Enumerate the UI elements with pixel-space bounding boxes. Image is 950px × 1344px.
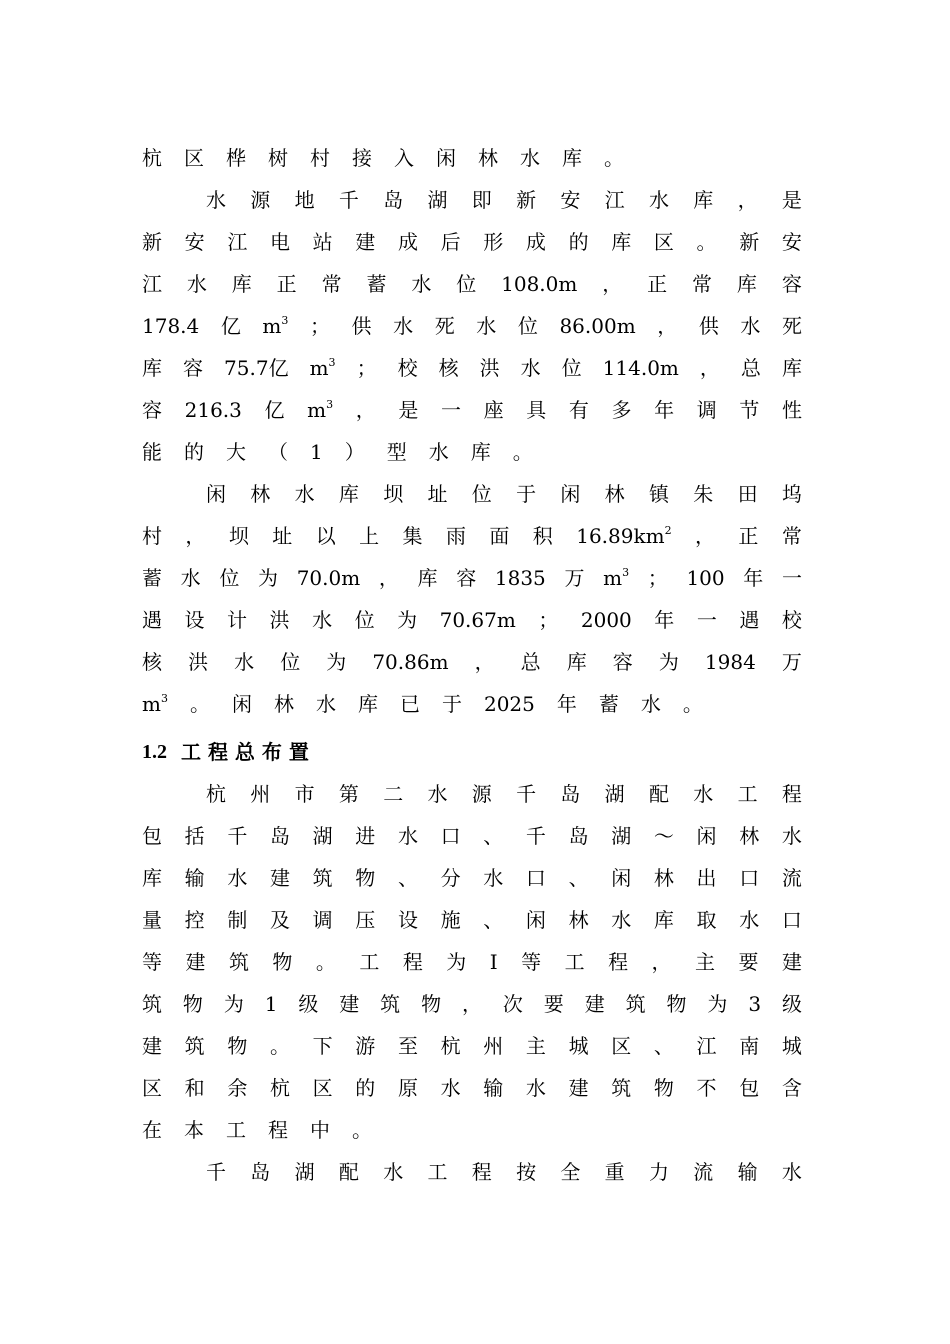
section-title: 工 程 总 布 置 <box>181 740 309 764</box>
text-line: 江 水 库 正 常 蓄 水 位 108.0m ， 正 常 库 容 <box>142 272 802 296</box>
text-line: 量 控 制 及 调 压 设 施 、 闲 林 水 库 取 水 口 <box>142 908 802 932</box>
paragraph-first-line: 千 岛 湖 配 水 工 程 按 全 重 力 流 输 水 <box>206 1160 802 1184</box>
text-line: $m^3$ 。 闲 林 水 库 已 于 2025 年 蓄 水 。 <box>142 692 703 716</box>
text-line: 筑 物 为 1 级 建 筑 物 ， 次 要 建 筑 物 为 3 级 <box>142 992 802 1016</box>
text-line: 库 输 水 建 筑 物 、 分 水 口 、 闲 林 出 口 流 <box>142 866 802 890</box>
section-number: 1.2 <box>142 741 167 763</box>
text-line: 村 ， 坝 址 以 上 集 雨 面 积 $16.89km^2$ ， 正 常 <box>142 524 802 548</box>
paragraph-first-line: 水 源 地 千 岛 湖 即 新 安 江 水 库 ， 是 <box>206 188 802 212</box>
text-line: 容 216.3 亿 $m^3$ ， 是 一 座 具 有 多 年 调 节 性 <box>142 398 802 422</box>
text-line: 在 本 工 程 中 。 <box>142 1118 372 1142</box>
text-line: 核 洪 水 位 为 70.86m ， 总 库 容 为 1984 万 <box>142 650 802 674</box>
text-line: 遇 设 计 洪 水 位 为 70.67m ； 2000 年 一 遇 校 <box>142 608 802 632</box>
text-line: 新 安 江 电 站 建 成 后 形 成 的 库 区 。 新 安 <box>142 230 802 254</box>
text-line: 等 建 筑 物 。 工 程 为 I 等 工 程 ， 主 要 建 <box>142 950 802 974</box>
section-heading <box>142 731 309 773</box>
text-line: 包 括 千 岛 湖 进 水 口 、 千 岛 湖 ～ 闲 林 水 <box>142 824 802 848</box>
text-line: 建 筑 物 。 下 游 至 杭 州 主 城 区 、 江 南 城 <box>142 1034 802 1058</box>
text-line: 能 的 大 （ 1 ） 型 水 库 。 <box>142 440 533 464</box>
text-line: 蓄 水 位 为 70.0m ， 库 容 1835 万 $m^3$ ； 100 年 一 <box>142 566 802 590</box>
text-line: 区 和 余 杭 区 的 原 水 输 水 建 筑 物 不 包 含 <box>142 1076 802 1100</box>
text-line: 杭 区 桦 树 村 接 入 闲 林 水 库 。 <box>142 146 624 170</box>
text-line: 库 容 75.7亿 $m^3$ ； 校 核 洪 水 位 114.0m ， 总 库 <box>142 356 802 380</box>
paragraph-first-line: 杭 州 市 第 二 水 源 千 岛 湖 配 水 工 程 <box>206 782 802 806</box>
text-line: 178.4 亿 $m^3$ ； 供 水 死 水 位 86.00m ， 供 水 死 <box>142 314 802 338</box>
paragraph-first-line: 闲 林 水 库 坝 址 位 于 闲 林 镇 朱 田 坞 <box>206 482 802 506</box>
